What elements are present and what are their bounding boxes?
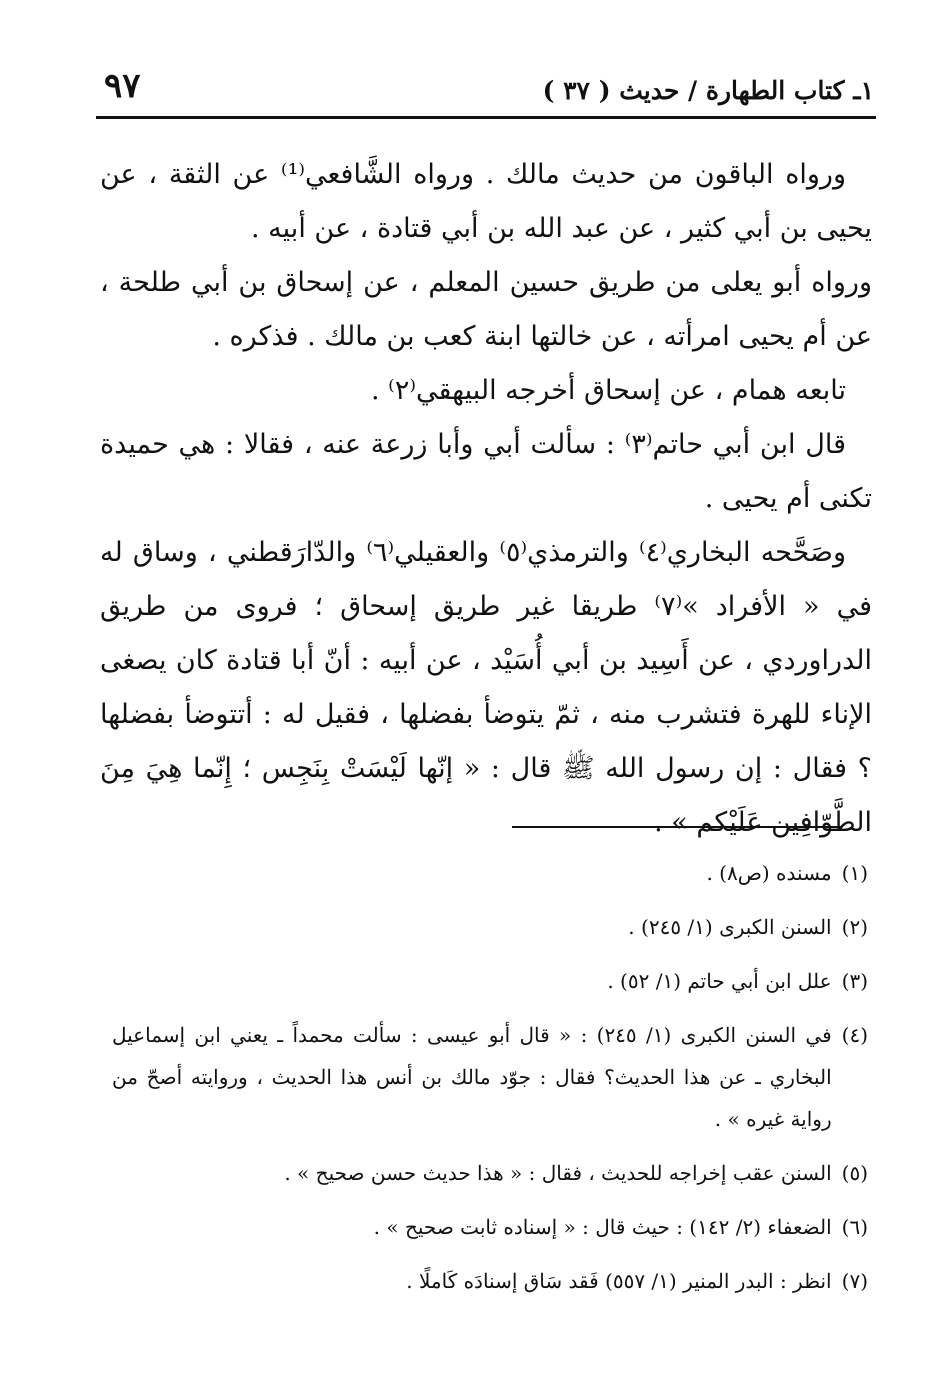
footnote-number: (١) [841,861,868,885]
footnote [112,1152,868,1194]
footnote-number: (٢) [841,915,868,939]
footnote [112,852,868,894]
paragraph: ورواه الباقون من حديث مالك . ورواه الشَّافعي⁽¹⁾ عن الثقة ، عن يحيى بن أبي كثير ، عن عبد الله بن أبي قتادة ، عن أبيه . [100,159,872,244]
footnote-number: (٥) [841,1161,868,1185]
footnote-text: في السنن الكبرى (١/ ٢٤٥) : « قال أبو عيسى : سألت محمداً ـ يعني ابن إسماعيل البخاري ـ عن هذا الحديث؟ فقال : جوّد مالك بن أنس هذا الحديث ، وروايته أصحّ من رواية غيره » . [112,1023,832,1131]
footnote [112,1206,868,1248]
footnotes [112,852,868,1314]
running-header [96,66,874,118]
footnote [112,1014,868,1140]
footnote-number: (٤) [841,1023,868,1047]
header-divider [96,116,876,119]
chapter-title: ١ـ كتاب الطهارة / حديث ( ٣٧ ) [542,76,874,105]
footnote-text: السنن عقب إخراجه للحديث ، فقال : « هذا حديث حسن صحيح » . [284,1161,832,1185]
paragraph: تابعه همام ، عن إسحاق أخرجه البيهقي⁽٢⁾ . [371,375,846,406]
page-number: ٩٧ [104,66,141,106]
footnote-number: (٣) [841,969,868,993]
footnote [112,1260,868,1302]
footnote-text: علل ابن أبي حاتم (١/ ٥٢) . [607,969,832,993]
footnote-number: (٧) [841,1269,868,1293]
main-text [100,148,872,850]
footnote-text: السنن الكبرى (١/ ٢٤٥) . [628,915,832,939]
footnote [112,906,868,948]
paragraph: قال ابن أبي حاتم⁽٣⁾ : سألت أبي وأبا زرعة عنه ، فقالا : هي حميدة تكنى أم يحيى . [100,429,872,514]
footnote-text: مسنده (ص٨) . [706,861,832,885]
paragraph: ورواه أبو يعلى من طريق حسين المعلم ، عن إسحاق بن أبي طلحة ، عن أم يحيى امرأته ، عن خالتها ابنة كعب بن مالك . فذكره . [100,267,872,352]
paragraph: وصَحَّحه البخاري⁽٤⁾ والترمذي⁽٥⁾ والعقيلي⁽٦⁾ والدّارَقطني ، وساق له في « الأفراد »⁽٧⁾ طريقا غير طريق إسحاق ؛ فروى من طريق الدراوردي ، عن أَسِيد بن أبي أُسَيْد ، عن أبيه : أنّ أبا قتادة كان يصغى الإناء للهرة فتشرب منه ، ثمّ يتوضأ بفضلها ، فقيل له : أتتوضأ بفضلها ؟ فقال : إن رسول الله ﷺ قال : « إنّها لَيْسَتْ بِنَجِس ؛ إِنّما هِيَ مِنَ الطَّوّافِين عَلَيْكم » . [100,537,872,838]
footnote [112,960,868,1002]
footnote-divider [512,826,842,828]
footnote-number: (٦) [841,1215,868,1239]
footnote-text: الضعفاء (٢/ ١٤٢) : حيث قال : « إسناده ثابت صحيح » . [373,1215,832,1239]
footnote-text: انظر : البدر المنير (١/ ٥٥٧) فَقد سَاق إسنادَه كَاملًا . [406,1269,832,1293]
